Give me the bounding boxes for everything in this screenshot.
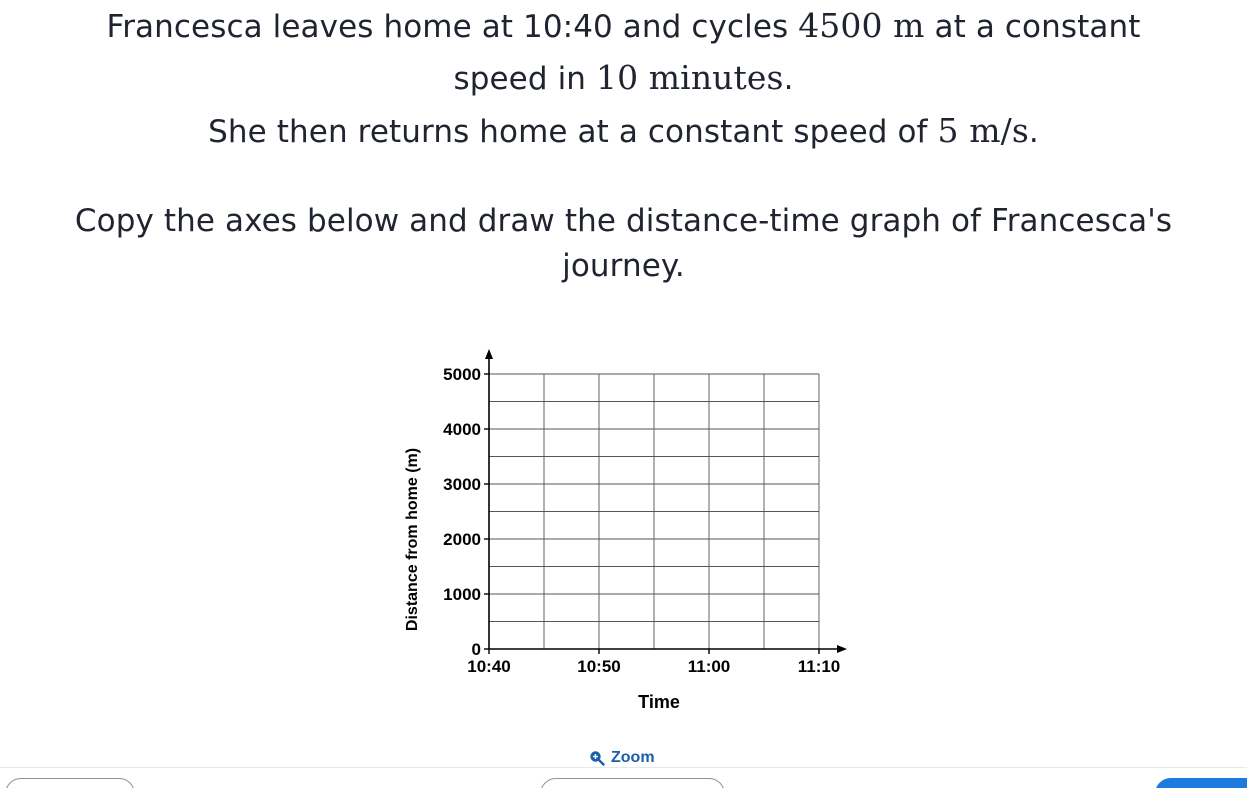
- question-line-3: [0, 111, 1247, 152]
- y-axis-arrow-icon: [485, 349, 493, 359]
- nav-button-primary[interactable]: [1155, 778, 1247, 788]
- y-tick-label: 4000: [443, 420, 481, 439]
- nav-button-left[interactable]: [5, 778, 135, 788]
- y-tick-label: 0: [471, 640, 481, 659]
- zoom-in-icon: [589, 750, 605, 766]
- y-tick-label: 5000: [443, 365, 481, 384]
- question-line-1: [0, 6, 1247, 47]
- nav-button-middle[interactable]: [540, 778, 725, 788]
- x-tick-label: 10:40: [467, 657, 511, 676]
- question-text: .: [1028, 114, 1039, 150]
- x-tick-label: 11:10: [797, 657, 841, 676]
- y-tick-label: 3000: [443, 475, 481, 494]
- x-axis-label: Time: [638, 692, 680, 712]
- y-tick-label: 1000: [443, 585, 481, 604]
- question-text: .: [783, 61, 794, 97]
- bottom-nav-bar: [0, 767, 1247, 788]
- distance-value: 4500 m: [798, 6, 925, 45]
- duration-value: 10 minutes: [596, 58, 784, 97]
- x-tick-label: 11:00: [687, 657, 731, 676]
- question-text: She then returns home at a constant speed of: [208, 114, 938, 150]
- zoom-label: Zoom: [611, 749, 655, 766]
- instruction-line-2: journey.: [562, 248, 685, 284]
- y-tick-label: 2000: [443, 530, 481, 549]
- zoom-button[interactable]: [589, 747, 655, 769]
- y-axis-label: Distance from home (m): [404, 447, 421, 632]
- chart-svg: [395, 345, 865, 720]
- distance-time-graph: [395, 345, 865, 720]
- instruction-line-1: Copy the axes below and draw the distance-time graph of Francesca's: [74, 203, 1173, 239]
- question-text: Francesca leaves home at 10:40 and cycles: [106, 9, 799, 45]
- question-line-2: [0, 58, 1247, 99]
- question-text: speed in: [453, 61, 596, 97]
- x-axis-arrow-icon: [837, 645, 847, 653]
- question-text: at a constant: [924, 9, 1141, 45]
- speed-value: 5 m/s: [937, 111, 1029, 150]
- x-tick-label: 10:50: [577, 657, 621, 676]
